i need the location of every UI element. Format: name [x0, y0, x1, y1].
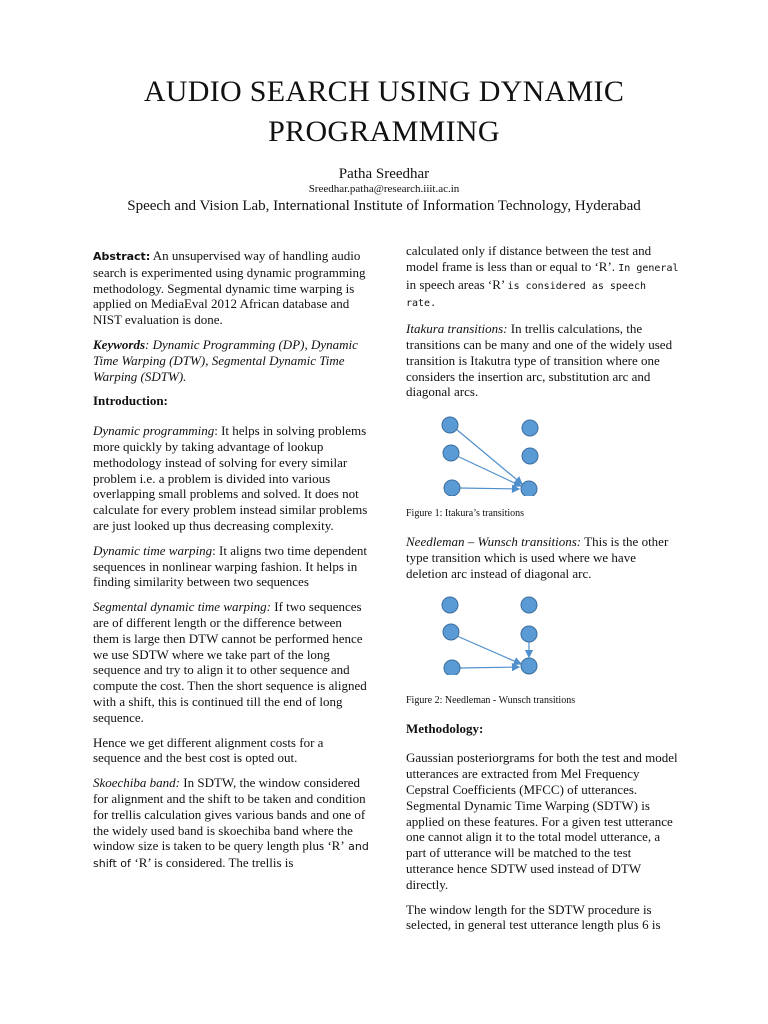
- title-line-2: PROGRAMMING: [268, 115, 500, 148]
- node-left-top: [442, 597, 458, 613]
- itakura-term: Itakura transitions:: [406, 321, 508, 337]
- needleman-text: This is the other type transition which is used where we have deletion arc instead of diagonal arc.: [406, 534, 669, 581]
- author-email[interactable]: Sreedhar.patha@research.iiit.ac.in: [308, 183, 460, 195]
- needleman-paragraph: [406, 534, 681, 581]
- node-left-bottom: [444, 660, 460, 675]
- dp-text: : It helps in solving problems more quickly by taking advantage of lookup methodology instead of solving for every similar problem i.e. a problem is divided into various overlapping small problems and solved. It does not calculate for every problem instead similar problems are just looked up thus decreasing complexity.: [93, 423, 368, 533]
- node-left-top: [442, 417, 458, 433]
- node-left-mid: [443, 445, 459, 461]
- left-column: [93, 248, 369, 881]
- alignment-paragraph: Hence we get different alignment costs for a sequence and the best cost is opted out.: [93, 734, 324, 766]
- skoechiba-text: In SDTW, the window considered for alignment and the shift to be taken and condition for trellis calculation gives various bands and one of the widely used band is skoechiba band where the window size is taken to be query length plus ‘R’: [93, 775, 366, 854]
- skoechiba-tail: and shift of: [93, 840, 369, 871]
- skoechiba-paragraph: [93, 775, 369, 872]
- itakura-paragraph: [406, 321, 681, 400]
- figure-2-caption: Figure 2: Needleman - Wunsch transitions: [406, 694, 576, 706]
- abstract: [93, 248, 369, 328]
- title-line-1: AUDIO SEARCH USING DYNAMIC: [143, 75, 625, 108]
- sdtw-paragraph: [93, 599, 369, 725]
- diagonal-arc-mid: [457, 456, 521, 486]
- cont-mono-1: In general: [618, 262, 679, 274]
- abstract-text: An unsupervised way of handling audio search is experimented using dynamic programming methodology. Segmental dynamic time warping is applied on MediaEval 2012 African database and NIST evaluation is done.: [93, 248, 366, 328]
- continued-paragraph: [406, 243, 681, 312]
- sdtw-text: If two sequences are of different length or the difference between them is large then DTW cannot be performed hence we use SDTW where we take part of the long sequence and try to align it to other sequence and compute the cost. Then the short sequence is aligned with a shift, this is continued till the end of long sequence.: [93, 599, 367, 725]
- keywords-text: : Dynamic Programming (DP), Dynamic Time Warping (DTW), Segmental Dynamic Time Warping (SDTW).: [93, 336, 358, 384]
- itakura-text: In trellis calculations, the transitions can be many and one of the widely used transition is Itakutra type of transition where one considers the insertion arc, substitution arc and diagonal arcs.: [406, 321, 673, 400]
- methodology-heading: Methodology:: [406, 720, 484, 736]
- diagonal-arc-top: [456, 429, 522, 484]
- node-right-mid: [522, 448, 538, 464]
- cont-mono-2: is considered as speech rate.: [406, 280, 647, 310]
- diagonal-arc: [457, 636, 521, 664]
- keywords-label: Keywords: [93, 336, 145, 352]
- skoechiba-term: Skoechiba band:: [93, 775, 181, 791]
- horizontal-arc: [460, 667, 519, 668]
- window-length-paragraph: The window length for the SDTW procedure is selected, in general test utterance length plus 6 is: [406, 901, 661, 933]
- keywords: [93, 337, 369, 384]
- figure-1-caption: Figure 1: Itakura’s transitions: [406, 508, 525, 520]
- figure-2-needleman-diagram: [434, 591, 554, 675]
- needleman-term: Needleman – Wunsch transitions:: [406, 534, 582, 550]
- author-name: Patha Sreedhar: [338, 166, 430, 182]
- author-affiliation: Speech and Vision Lab, International Institute of Information Technology, Hyderabad: [127, 198, 641, 214]
- methodology-paragraph: Gaussian posteriorgrams for both the test and model utterances are extracted from Mel Frequency Cepstral Coefficients (MFCC) of utterances. Segmental Dynamic Time Warping (SDTW) is applied on these features. For a given test utterance one cannot align it to the total model utterance, a part of utterance will be matched to the test utterance hence SDTW used instead of DTW directly.: [406, 750, 678, 892]
- dp-paragraph: [93, 423, 369, 534]
- node-right-bottom: [521, 658, 537, 674]
- node-right-top: [521, 597, 537, 613]
- right-column: [406, 243, 681, 942]
- abstract-label: Abstract:: [93, 250, 151, 263]
- node-right-bottom: [521, 481, 537, 496]
- paper-title: [60, 72, 708, 152]
- node-right-top: [522, 420, 538, 436]
- horizontal-arc: [460, 488, 519, 489]
- node-left-mid: [443, 624, 459, 640]
- figure-1-itakura-diagram: [434, 414, 554, 496]
- skoechiba-r: ‘R’ is considered. The trellis is: [134, 855, 294, 871]
- dtw-text: : It aligns two time dependent sequences in nonlinear warping fashion. It helps in finding similarity between two sequences: [93, 542, 368, 590]
- dp-term: Dynamic programming: [93, 423, 215, 439]
- cont-text-2: in speech areas ‘R’: [406, 276, 508, 292]
- cont-text: calculated only if distance between the test and model frame is less than or equal to ‘R’.: [406, 243, 652, 274]
- node-left-bottom: [444, 480, 460, 496]
- node-right-mid: [521, 626, 537, 642]
- introduction-heading: Introduction:: [93, 393, 168, 409]
- sdtw-term: Segmental dynamic time warping:: [93, 599, 271, 615]
- dtw-paragraph: [93, 543, 369, 590]
- dtw-term: Dynamic time warping: [93, 542, 213, 558]
